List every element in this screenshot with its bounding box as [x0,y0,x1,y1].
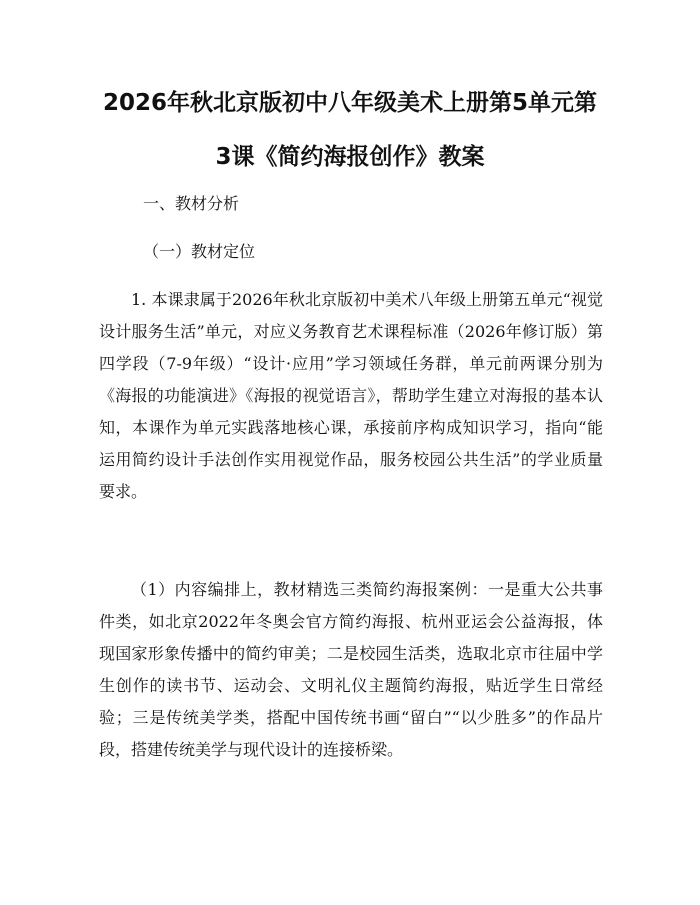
paragraph-textbook-positioning: 1. 本课隶属于2026年秋北京版初中美术八年级上册第五单元“视觉设计服务生活”单元，对应义务教育艺术课程标准（2026年修订版）第四学段（7-9年级）“设计·应用”学习领域任务群，单元前两课分别为《海报的功能演进》《海报的视觉语言》，帮助学生建立对海报的基本认知，本课作为单元实践落地核心课，承接前序构成知识学习，指向“能运用简约设计手法创作实用视觉作品，服务校园公共生活”的学业质量要求。 [99,290,603,501]
document-title: 2026年秋北京版初中八年级美术上册第5单元第3课《简约海报创作》教案 [102,90,598,170]
paragraph-content-arrangement: （1）内容编排上，教材精选三类简约海报案例：一是重大公共事件类，如北京2022年冬奥会官方简约海报、杭州亚运会公益海报，体现国家形象传播中的简约审美；二是校园生活类，选取北京市往届中学生创作的读书节、运动会、文明礼仪主题简约海报，贴近学生日常经验；三是传统美学类，搭配中国传统书画“留白”“以少胜多”的作品片段，搭建传统美学与现代设计的连接桥梁。 [99,580,603,759]
subsection-heading: （一）教材定位 [143,242,256,261]
section-heading: 一、教材分析 [143,194,240,213]
